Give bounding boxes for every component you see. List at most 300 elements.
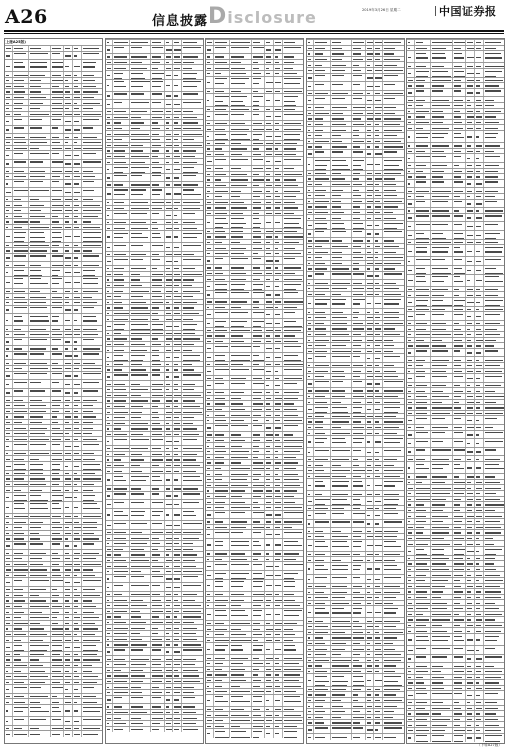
text-line	[74, 341, 77, 342]
text-line	[30, 368, 48, 369]
table-row	[5, 59, 102, 72]
text-line	[74, 558, 79, 559]
text-line	[6, 227, 8, 228]
text-line	[6, 473, 9, 474]
text-line	[6, 97, 10, 98]
text-line	[65, 103, 71, 104]
text-line	[30, 53, 48, 54]
text-line	[30, 250, 47, 251]
text-line	[83, 634, 96, 635]
text-line	[14, 153, 24, 154]
text-line	[14, 176, 26, 177]
text-line	[65, 48, 70, 49]
text-line	[30, 671, 45, 672]
text-line	[52, 255, 63, 256]
text-line	[65, 439, 70, 440]
text-line	[30, 91, 41, 92]
text-line	[30, 558, 42, 559]
text-line	[14, 62, 23, 63]
text-line	[74, 446, 79, 447]
text-line	[6, 257, 10, 258]
text-line	[83, 181, 94, 182]
text-line	[83, 66, 95, 67]
text-line	[83, 205, 100, 206]
text-line	[30, 137, 46, 138]
text-line	[14, 97, 25, 98]
text-line	[30, 533, 39, 534]
text-line	[30, 153, 48, 154]
text-line	[6, 422, 10, 423]
text-line	[6, 617, 10, 618]
text-line	[65, 114, 71, 115]
text-line	[83, 339, 94, 340]
text-line	[65, 320, 70, 321]
text-line	[30, 617, 49, 618]
text-line	[6, 416, 8, 417]
text-line	[52, 416, 58, 417]
text-line	[65, 558, 70, 559]
text-line	[83, 490, 93, 491]
text-line	[6, 91, 10, 92]
text-line	[83, 190, 94, 191]
text-line	[65, 392, 70, 393]
text-line	[74, 75, 77, 76]
text-line	[74, 665, 78, 666]
text-line	[14, 464, 26, 465]
text-line	[83, 564, 102, 565]
text-line	[30, 119, 41, 120]
text-line	[83, 373, 101, 374]
text-line	[52, 473, 59, 474]
text-line	[52, 291, 57, 292]
text-line	[65, 564, 72, 565]
text-line	[65, 466, 68, 467]
text-line	[74, 265, 78, 266]
text-line	[30, 516, 49, 517]
text-line	[83, 623, 95, 624]
text-line	[83, 348, 101, 349]
text-line	[65, 665, 69, 666]
text-line	[52, 439, 62, 440]
newspaper-masthead: 中国证券报	[439, 3, 497, 19]
text-line	[74, 227, 79, 228]
text-line	[74, 623, 78, 624]
text-line	[52, 569, 61, 570]
text-line	[65, 411, 69, 412]
text-line	[52, 339, 61, 340]
text-line	[83, 516, 101, 517]
text-line	[52, 283, 59, 284]
text-line	[14, 255, 26, 256]
text-line	[6, 533, 9, 534]
text-line	[30, 654, 44, 655]
text-line	[52, 522, 60, 523]
text-line	[65, 341, 70, 342]
text-line	[52, 334, 62, 335]
text-line	[14, 148, 28, 149]
text-line	[30, 473, 43, 474]
text-line	[74, 564, 80, 565]
text-line	[74, 368, 79, 369]
text-line	[83, 495, 95, 496]
text-line	[52, 373, 62, 374]
text-line	[52, 221, 60, 222]
text-line	[6, 66, 10, 67]
text-line	[74, 612, 77, 613]
text-line	[6, 48, 11, 49]
text-line	[74, 221, 77, 222]
text-line	[74, 466, 79, 467]
text-line	[6, 192, 11, 193]
text-line	[52, 503, 59, 504]
text-line	[83, 329, 97, 330]
text-line	[30, 278, 41, 279]
text-line	[83, 255, 100, 256]
text-line	[14, 75, 28, 76]
text-line	[6, 309, 9, 310]
text-line	[83, 416, 97, 417]
text-line	[65, 97, 69, 98]
text-line	[6, 108, 9, 109]
text-line	[83, 142, 101, 143]
text-line	[83, 53, 100, 54]
text-line	[30, 75, 45, 76]
text-line	[65, 533, 71, 534]
text-line	[14, 665, 27, 666]
text-line	[65, 163, 70, 164]
text-line	[65, 446, 71, 447]
text-line	[30, 416, 43, 417]
text-line	[6, 558, 10, 559]
text-line	[52, 137, 59, 138]
text-line	[83, 538, 99, 539]
text-line	[30, 612, 42, 613]
text-line	[74, 363, 80, 364]
text-line	[83, 108, 93, 109]
text-line	[65, 66, 69, 67]
text-line	[52, 459, 63, 460]
publication-date: 2019年3月26日 星期二	[362, 8, 401, 13]
text-line	[30, 291, 40, 292]
text-line	[52, 411, 60, 412]
text-line	[6, 612, 9, 613]
text-line	[30, 595, 39, 596]
text-line	[65, 199, 72, 200]
text-line	[52, 628, 63, 629]
text-line	[6, 297, 9, 298]
text-line	[52, 190, 62, 191]
text-line	[30, 484, 46, 485]
header-separator	[435, 6, 436, 16]
text-line	[30, 97, 46, 98]
text-line	[30, 210, 41, 211]
text-line	[65, 569, 70, 570]
text-line	[65, 516, 71, 517]
text-line	[52, 433, 63, 434]
text-line	[30, 255, 45, 256]
text-line	[6, 171, 9, 172]
text-line	[6, 334, 9, 335]
text-line	[52, 659, 62, 660]
text-line	[14, 334, 25, 335]
text-line	[14, 382, 27, 383]
text-line	[52, 161, 64, 162]
text-line	[83, 171, 94, 172]
text-line	[30, 316, 48, 317]
text-line	[14, 428, 27, 429]
text-line	[30, 665, 43, 666]
text-line	[30, 508, 48, 509]
text-line	[74, 634, 78, 635]
text-line	[14, 503, 24, 504]
text-line	[6, 163, 9, 164]
text-line	[65, 108, 69, 109]
text-line	[14, 645, 22, 646]
text-line	[14, 538, 24, 539]
text-line	[30, 659, 39, 660]
text-line	[14, 640, 22, 641]
text-line	[14, 564, 27, 565]
text-line	[6, 199, 8, 200]
text-line	[14, 339, 22, 340]
text-line	[65, 155, 71, 156]
text-line	[52, 307, 63, 308]
text-line	[14, 444, 27, 445]
text-line	[52, 53, 60, 54]
text-line	[65, 405, 69, 406]
text-line	[30, 580, 49, 581]
text-line	[65, 490, 69, 491]
text-line	[83, 654, 97, 655]
text-line	[30, 62, 47, 63]
text-line	[74, 48, 78, 49]
text-line	[14, 453, 26, 454]
text-line	[65, 575, 70, 576]
text-line	[52, 464, 61, 465]
text-line	[74, 473, 77, 474]
text-line	[83, 62, 97, 63]
text-line	[30, 114, 49, 115]
text-line	[30, 606, 49, 607]
text-line	[30, 181, 42, 182]
text-line	[52, 645, 62, 646]
text-line	[6, 606, 10, 607]
text-line	[65, 329, 71, 330]
text-line	[65, 216, 68, 217]
text-line	[83, 508, 100, 509]
text-line	[14, 232, 26, 233]
text-line	[6, 137, 11, 138]
table-column	[4, 38, 103, 744]
text-line	[65, 55, 71, 56]
text-line	[30, 176, 44, 177]
text-line	[65, 589, 70, 590]
text-line	[14, 600, 25, 601]
text-line	[6, 142, 10, 143]
text-line	[14, 617, 21, 618]
text-line	[30, 161, 42, 162]
text-line	[52, 86, 60, 87]
text-line	[6, 623, 10, 624]
text-line	[65, 236, 70, 237]
text-line	[83, 617, 99, 618]
text-line	[83, 199, 93, 200]
text-line	[74, 155, 79, 156]
text-line	[65, 75, 71, 76]
text-line	[6, 384, 9, 385]
text-line	[52, 353, 63, 354]
text-line	[74, 55, 77, 56]
text-line	[30, 464, 42, 465]
text-line	[6, 302, 9, 303]
text-line	[14, 495, 26, 496]
text-line	[83, 320, 98, 321]
text-line	[14, 439, 27, 440]
text-line	[14, 390, 23, 391]
text-line	[52, 227, 62, 228]
text-line	[65, 245, 68, 246]
text-line	[14, 127, 24, 128]
text-line	[52, 245, 59, 246]
text-line	[83, 283, 99, 284]
text-line	[30, 522, 43, 523]
text-line	[52, 495, 63, 496]
text-line	[6, 320, 8, 321]
text-line	[83, 612, 94, 613]
text-line	[74, 522, 79, 523]
text-line	[74, 659, 80, 660]
text-line	[14, 86, 25, 87]
text-line	[30, 329, 45, 330]
text-line	[65, 291, 70, 292]
text-line	[6, 55, 10, 56]
text-line	[52, 508, 62, 509]
section-title-english-initial: D	[208, 4, 227, 29]
text-line	[14, 459, 24, 460]
text-line	[74, 600, 79, 601]
text-line	[30, 339, 46, 340]
text-line	[83, 606, 96, 607]
text-line	[6, 216, 8, 217]
text-line	[65, 176, 70, 177]
text-line	[30, 270, 41, 271]
text-line	[74, 114, 80, 115]
text-line	[74, 272, 80, 273]
text-line	[14, 181, 24, 182]
text-line	[74, 121, 79, 122]
text-line	[14, 316, 22, 317]
text-line	[83, 334, 98, 335]
text-line	[74, 210, 78, 211]
text-line	[65, 137, 69, 138]
text-line	[14, 654, 21, 655]
text-line	[74, 478, 80, 479]
text-line	[83, 400, 98, 401]
text-line	[6, 341, 9, 342]
text-line	[30, 569, 46, 570]
text-line	[30, 490, 41, 491]
text-line	[65, 428, 71, 429]
text-line	[52, 329, 60, 330]
section-title-english-rest: isclosure	[227, 8, 317, 27]
text-line	[6, 582, 10, 583]
text-line	[14, 250, 28, 251]
text-line	[83, 137, 98, 138]
text-line	[14, 227, 22, 228]
text-line	[30, 373, 47, 374]
text-line	[65, 400, 70, 401]
text-line	[30, 307, 47, 308]
text-line	[83, 459, 95, 460]
text-line	[14, 302, 27, 303]
text-line	[30, 640, 43, 641]
text-line	[83, 589, 95, 590]
text-line	[83, 291, 98, 292]
page-header	[0, 0, 508, 34]
text-line	[30, 108, 40, 109]
text-line	[83, 270, 95, 271]
text-line	[30, 86, 40, 87]
text-line	[30, 320, 49, 321]
text-line	[52, 671, 62, 672]
text-line	[74, 129, 80, 130]
text-line	[30, 237, 45, 238]
text-line	[14, 508, 25, 509]
text-line	[83, 80, 95, 81]
text-line	[83, 522, 98, 523]
text-line	[6, 329, 8, 330]
text-line	[14, 307, 28, 308]
text-line	[30, 400, 41, 401]
text-line	[74, 183, 79, 184]
text-line	[14, 416, 24, 417]
text-line	[52, 80, 63, 81]
text-line	[6, 484, 10, 485]
text-line	[14, 411, 27, 412]
text-line	[74, 309, 78, 310]
text-line	[14, 245, 28, 246]
text-line	[6, 129, 9, 130]
text-line	[65, 309, 71, 310]
text-line	[6, 671, 8, 672]
text-line	[14, 363, 27, 364]
text-line	[83, 569, 94, 570]
text-line	[52, 368, 63, 369]
text-line	[6, 205, 10, 206]
text-line	[74, 545, 77, 546]
text-line	[14, 190, 28, 191]
text-line	[14, 634, 26, 635]
text-line	[30, 190, 49, 191]
text-line	[14, 373, 27, 374]
text-line	[52, 623, 59, 624]
text-line	[74, 428, 80, 429]
text-line	[65, 582, 70, 583]
text-line	[74, 236, 80, 237]
text-line	[30, 411, 46, 412]
text-line	[6, 392, 10, 393]
text-line	[6, 453, 8, 454]
text-line	[74, 97, 80, 98]
text-line	[30, 543, 43, 544]
text-line	[6, 433, 10, 434]
text-line	[52, 320, 59, 321]
text-line	[52, 617, 58, 618]
text-line	[6, 148, 10, 149]
text-line	[14, 612, 24, 613]
text-line	[6, 527, 8, 528]
text-line	[83, 216, 99, 217]
